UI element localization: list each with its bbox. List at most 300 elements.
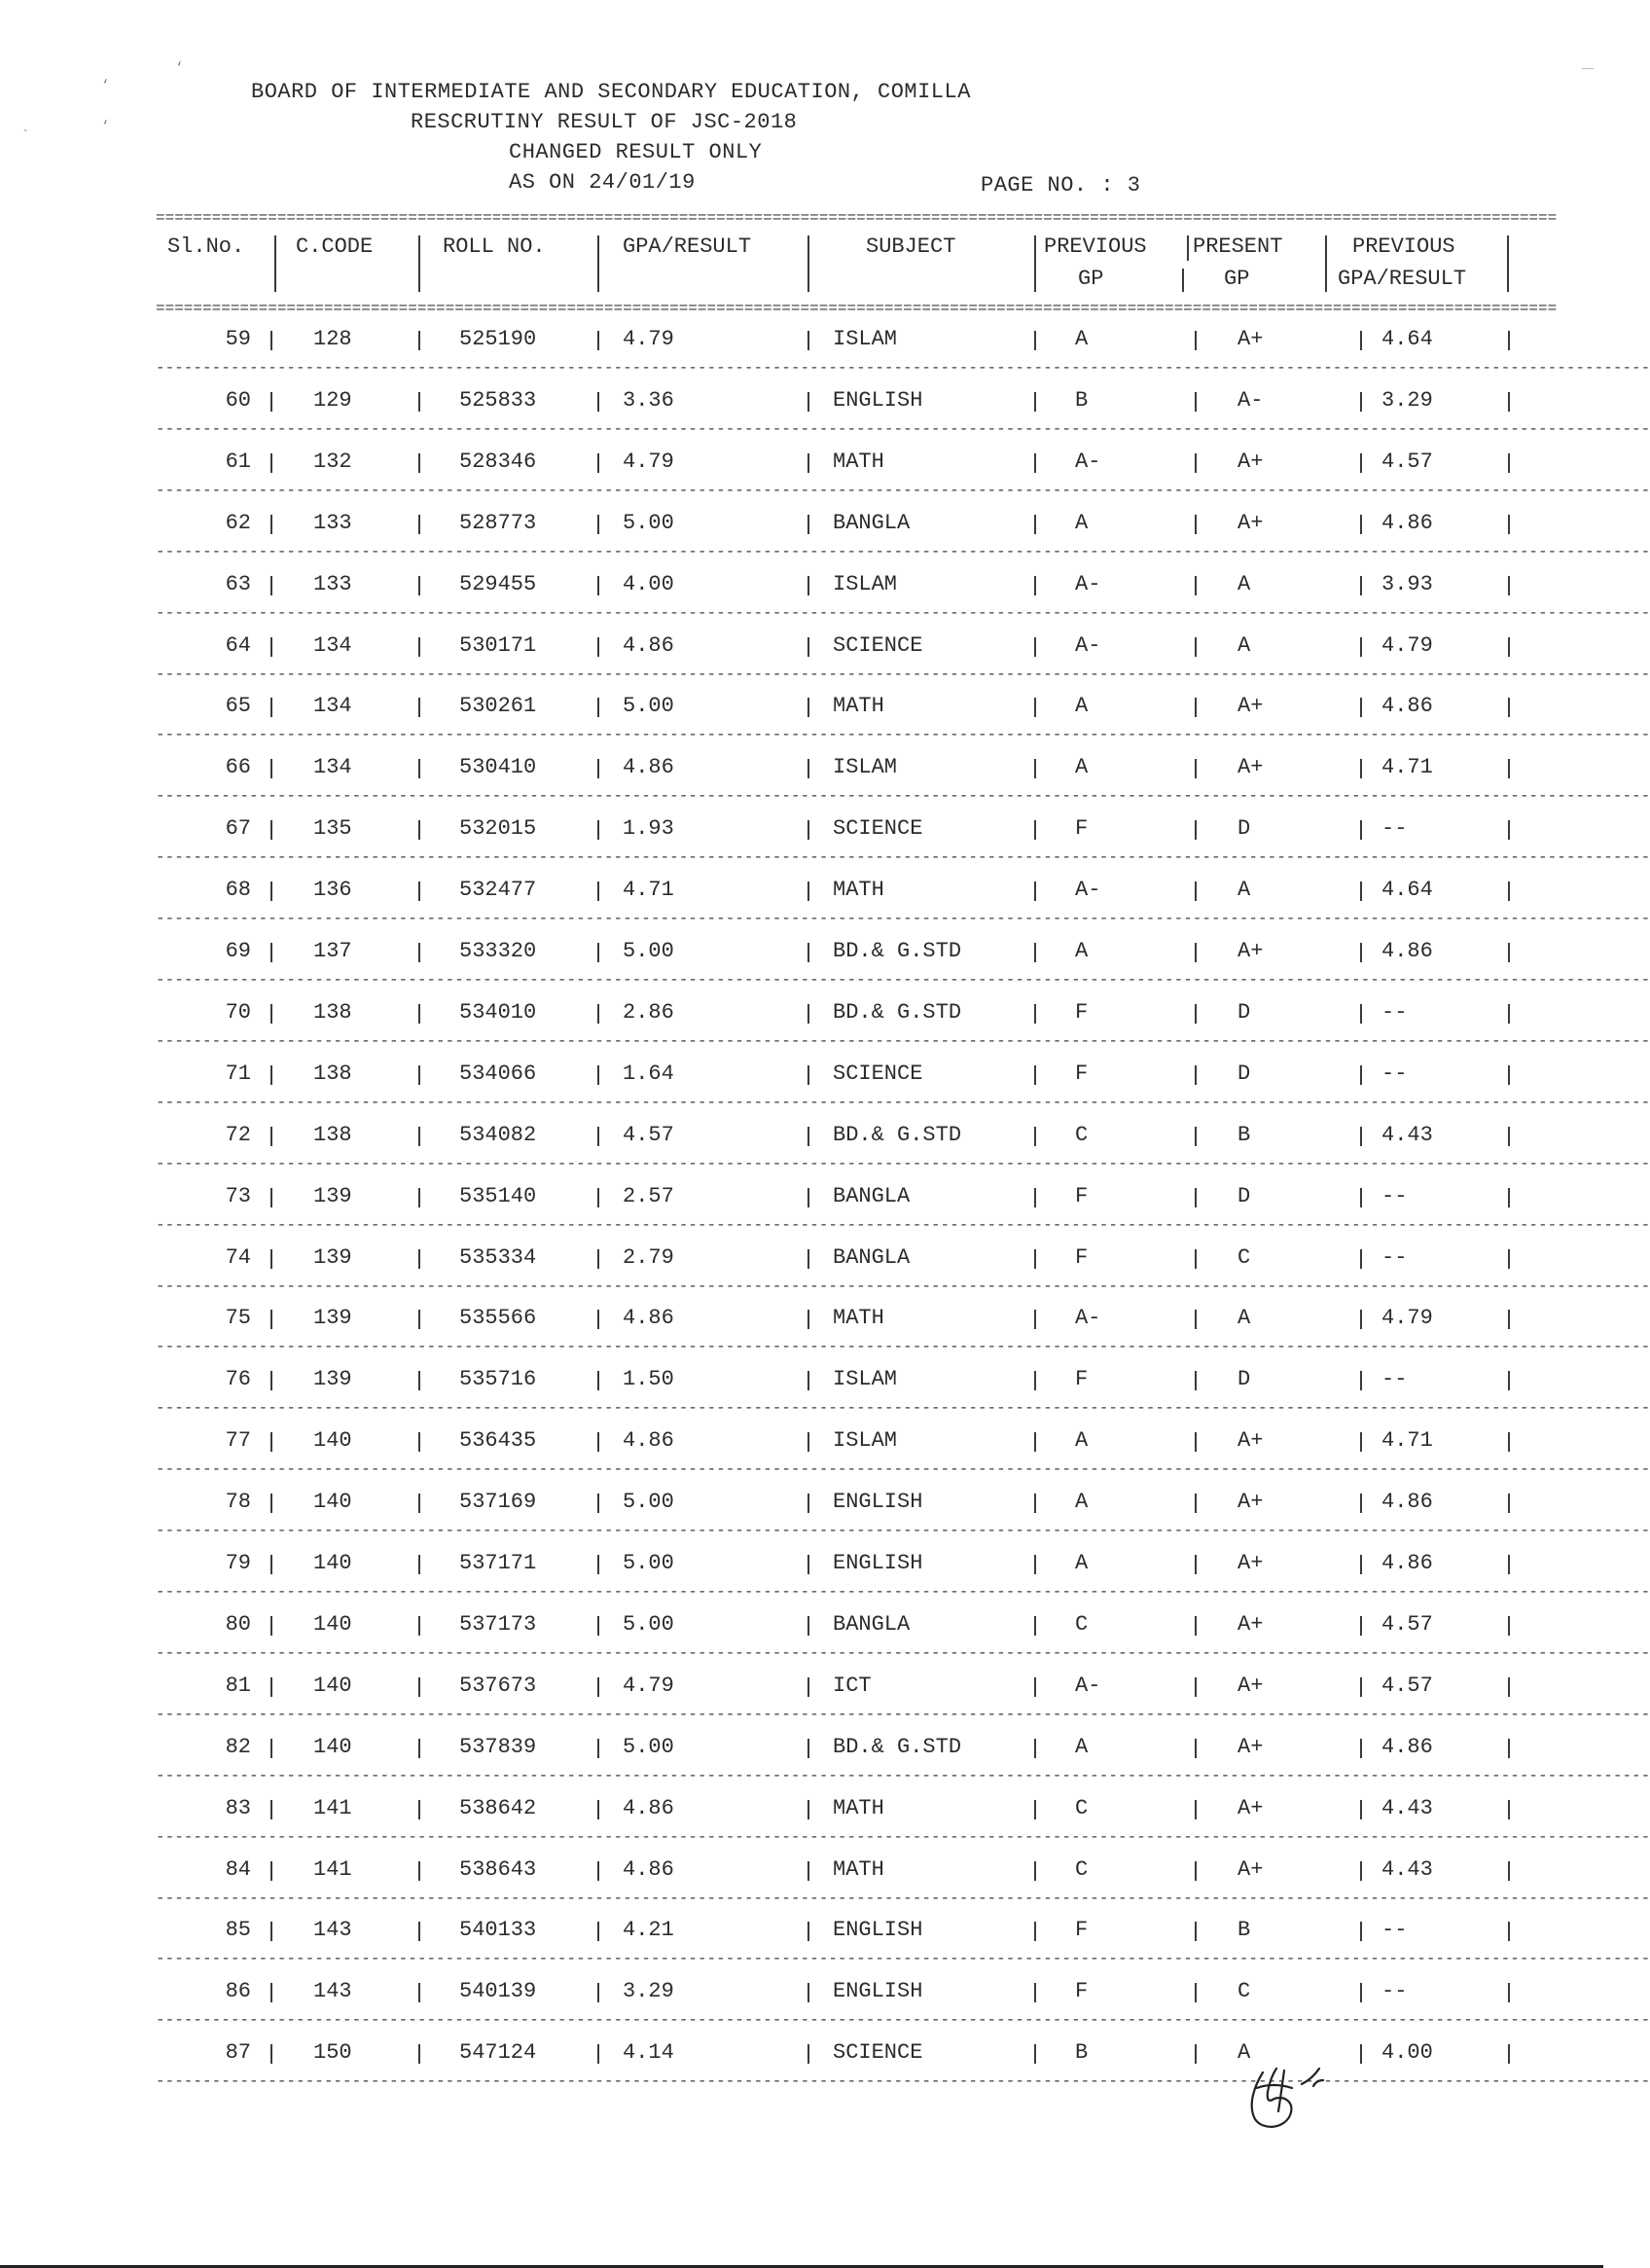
column-separator <box>807 882 809 901</box>
cell-subject: MATH <box>833 1796 884 1820</box>
column-separator <box>807 1555 809 1574</box>
scan-speck: ‘ <box>175 60 184 76</box>
column-separator <box>807 1739 809 1758</box>
column-separator <box>1034 235 1036 292</box>
column-separator <box>807 576 809 595</box>
cell-roll-no: 534082 <box>459 1123 537 1147</box>
cell-present-gp: A+ <box>1238 450 1264 474</box>
column-separator <box>597 453 599 473</box>
column-separator <box>1034 1555 1036 1574</box>
column-separator <box>1034 1065 1036 1085</box>
row-divider: ---------------------------------------------------------------------------------------------------------------------------------------------------------------- <box>156 2072 1650 2090</box>
column-separator <box>1360 1922 1362 1941</box>
column-separator <box>1195 820 1197 840</box>
column-separator <box>1360 1004 1362 1024</box>
cell-previous-gp: C <box>1075 1612 1089 1637</box>
cell-c-code: 134 <box>313 694 352 718</box>
cell-subject: BD.& G.STD <box>833 1123 962 1147</box>
column-separator <box>1325 235 1327 292</box>
column-separator <box>1195 1127 1197 1146</box>
cell-present-gp: A+ <box>1238 511 1264 535</box>
column-separator <box>1195 515 1197 534</box>
row-divider: ---------------------------------------------------------------------------------------------------------------------------------------------------------------- <box>156 1583 1650 1601</box>
cell-roll-no: 530410 <box>459 755 537 779</box>
scan-speck: ` <box>21 128 30 144</box>
cell-previous-gpa-result: 4.71 <box>1381 1428 1433 1453</box>
column-separator <box>807 1188 809 1207</box>
cell-previous-gpa-result: 4.86 <box>1381 1490 1433 1514</box>
page-number: PAGE NO. : 3 <box>981 173 1141 198</box>
column-separator <box>418 1677 420 1697</box>
column-separator <box>1508 1616 1510 1636</box>
column-separator <box>1195 1922 1197 1941</box>
cell-sl-no: 59 <box>225 327 251 351</box>
column-separator <box>1507 235 1509 292</box>
column-separator <box>270 1861 272 1881</box>
cell-sl-no: 87 <box>225 2040 251 2065</box>
report-title: RESCRUTINY RESULT OF JSC-2018 <box>411 110 798 134</box>
column-separator <box>807 820 809 840</box>
cell-roll-no: 530171 <box>459 633 537 658</box>
cell-previous-gp: C <box>1075 1857 1089 1882</box>
row-divider: ---------------------------------------------------------------------------------------------------------------------------------------------------------------- <box>156 1706 1650 1723</box>
column-separator <box>807 1065 809 1085</box>
column-separator <box>1508 943 1510 962</box>
cell-roll-no: 535716 <box>459 1367 537 1391</box>
column-separator <box>597 759 599 778</box>
cell-subject: BD.& G.STD <box>833 1735 962 1759</box>
cell-present-gp: B <box>1238 1918 1251 1942</box>
column-separator <box>1195 1739 1197 1758</box>
cell-previous-gpa-result: 4.86 <box>1381 1551 1433 1575</box>
column-separator <box>1508 637 1510 657</box>
col-header-c-code: C.CODE <box>296 234 374 259</box>
cell-previous-gpa-result: 4.71 <box>1381 755 1433 779</box>
row-divider: ---------------------------------------------------------------------------------------------------------------------------------------------------------------- <box>156 1032 1650 1050</box>
cell-gpa-result: 2.79 <box>623 1245 674 1270</box>
cell-c-code: 139 <box>313 1367 352 1391</box>
column-separator <box>1508 1739 1510 1758</box>
column-separator <box>1034 1432 1036 1452</box>
cell-previous-gpa-result: 4.86 <box>1381 511 1433 535</box>
row-divider: ---------------------------------------------------------------------------------------------------------------------------------------------------------------- <box>156 1155 1650 1172</box>
column-separator <box>1034 1249 1036 1269</box>
column-separator <box>807 943 809 962</box>
cell-previous-gpa-result: 4.86 <box>1381 939 1433 963</box>
cell-sl-no: 80 <box>225 1612 251 1637</box>
cell-sl-no: 72 <box>225 1123 251 1147</box>
column-separator <box>270 1616 272 1636</box>
cell-previous-gp: A- <box>1075 878 1101 902</box>
cell-gpa-result: 4.71 <box>623 878 674 902</box>
column-separator <box>807 637 809 657</box>
column-separator <box>1195 1983 1197 2002</box>
column-separator <box>1360 1249 1362 1269</box>
cell-gpa-result: 5.00 <box>623 1490 674 1514</box>
cell-previous-gp: A <box>1075 939 1089 963</box>
column-separator <box>1508 1065 1510 1085</box>
column-separator <box>418 1310 420 1329</box>
cell-gpa-result: 3.36 <box>623 388 674 413</box>
cell-roll-no: 538642 <box>459 1796 537 1820</box>
cell-roll-no: 535140 <box>459 1184 537 1208</box>
column-separator <box>597 1127 599 1146</box>
column-separator <box>418 235 420 292</box>
cell-gpa-result: 4.86 <box>623 1857 674 1882</box>
row-divider: ---------------------------------------------------------------------------------------------------------------------------------------------------------------- <box>156 971 1650 989</box>
column-separator <box>270 1983 272 2002</box>
cell-sl-no: 62 <box>225 511 251 535</box>
column-separator <box>807 759 809 778</box>
column-separator <box>1195 453 1197 473</box>
column-separator <box>1195 698 1197 717</box>
cell-roll-no: 529455 <box>459 572 537 596</box>
column-separator <box>418 1127 420 1146</box>
cell-gpa-result: 4.21 <box>623 1918 674 1942</box>
column-separator <box>597 1983 599 2002</box>
column-separator <box>418 1004 420 1024</box>
cell-c-code: 128 <box>313 327 352 351</box>
cell-present-gp: D <box>1238 1000 1251 1025</box>
row-divider: ---------------------------------------------------------------------------------------------------------------------------------------------------------------- <box>156 1828 1650 1846</box>
cell-previous-gp: A <box>1075 1735 1089 1759</box>
cell-previous-gp: F <box>1075 1979 1089 2003</box>
cell-sl-no: 69 <box>225 939 251 963</box>
column-separator <box>1034 1616 1036 1636</box>
column-separator <box>1360 1616 1362 1636</box>
column-separator <box>1195 1249 1197 1269</box>
column-separator <box>1360 1983 1362 2002</box>
cell-subject: MATH <box>833 694 884 718</box>
column-separator <box>1508 1922 1510 1941</box>
column-separator <box>1508 1310 1510 1329</box>
row-divider: ---------------------------------------------------------------------------------------------------------------------------------------------------------------- <box>156 1094 1650 1111</box>
cell-c-code: 132 <box>313 450 352 474</box>
cell-sl-no: 83 <box>225 1796 251 1820</box>
column-separator <box>1195 1494 1197 1513</box>
cell-previous-gpa-result: 4.57 <box>1381 450 1433 474</box>
cell-c-code: 139 <box>313 1184 352 1208</box>
cell-gpa-result: 4.86 <box>623 1306 674 1330</box>
cell-subject: MATH <box>833 1857 884 1882</box>
row-divider: ---------------------------------------------------------------------------------------------------------------------------------------------------------------- <box>156 726 1650 743</box>
row-divider: ---------------------------------------------------------------------------------------------------------------------------------------------------------------- <box>156 1460 1650 1478</box>
column-separator <box>1508 1983 1510 2002</box>
row-divider: ---------------------------------------------------------------------------------------------------------------------------------------------------------------- <box>156 1338 1650 1355</box>
column-separator <box>270 1065 272 1085</box>
cell-roll-no: 530261 <box>459 694 537 718</box>
cell-subject: ISLAM <box>833 1428 898 1453</box>
column-separator <box>418 1739 420 1758</box>
cell-sl-no: 66 <box>225 755 251 779</box>
column-separator <box>1508 2044 1510 2064</box>
column-separator <box>418 1555 420 1574</box>
column-separator <box>1360 1310 1362 1329</box>
column-separator <box>1508 576 1510 595</box>
column-separator <box>1034 1371 1036 1390</box>
cell-previous-gp: F <box>1075 1184 1089 1208</box>
cell-gpa-result: 4.00 <box>623 572 674 596</box>
column-separator <box>1360 1188 1362 1207</box>
col-header-present-gp: PRESENT <box>1193 234 1283 259</box>
cell-roll-no: 537673 <box>459 1674 537 1698</box>
column-separator <box>418 1983 420 2002</box>
row-divider: ---------------------------------------------------------------------------------------------------------------------------------------------------------------- <box>156 420 1650 438</box>
row-divider: ---------------------------------------------------------------------------------------------------------------------------------------------------------------- <box>156 1216 1650 1234</box>
row-divider: ---------------------------------------------------------------------------------------------------------------------------------------------------------------- <box>156 666 1650 683</box>
col-header-previous-gp: PREVIOUS <box>1044 234 1147 259</box>
column-separator <box>270 576 272 595</box>
cell-present-gp: A+ <box>1238 1735 1264 1759</box>
column-separator <box>1360 1861 1362 1881</box>
column-separator <box>597 392 599 412</box>
col-header-prev-gpa-result: PREVIOUS <box>1352 234 1455 259</box>
column-separator <box>807 235 809 292</box>
cell-c-code: 141 <box>313 1796 352 1820</box>
cell-present-gp: A+ <box>1238 1796 1264 1820</box>
column-separator <box>1360 637 1362 657</box>
cell-roll-no: 537173 <box>459 1612 537 1637</box>
cell-previous-gp: B <box>1075 388 1089 413</box>
column-separator <box>1508 820 1510 840</box>
row-divider: ---------------------------------------------------------------------------------------------------------------------------------------------------------------- <box>156 543 1650 560</box>
column-separator <box>1034 1310 1036 1329</box>
column-separator <box>1360 1127 1362 1146</box>
column-separator <box>1195 1004 1197 1024</box>
cell-roll-no: 537171 <box>459 1551 537 1575</box>
cell-present-gp: A+ <box>1238 1857 1264 1882</box>
column-separator <box>597 1371 599 1390</box>
report-date: AS ON 24/01/19 <box>509 170 696 195</box>
column-separator <box>1034 698 1036 717</box>
column-separator <box>1034 637 1036 657</box>
column-separator <box>1360 331 1362 350</box>
row-divider: ---------------------------------------------------------------------------------------------------------------------------------------------------------------- <box>156 1278 1650 1295</box>
column-separator <box>1195 1432 1197 1452</box>
column-separator <box>807 1616 809 1636</box>
column-separator <box>1360 1739 1362 1758</box>
cell-previous-gp: A <box>1075 694 1089 718</box>
cell-roll-no: 540133 <box>459 1918 537 1942</box>
cell-subject: SCIENCE <box>833 1062 923 1086</box>
column-separator <box>597 1800 599 1819</box>
column-separator <box>1360 943 1362 962</box>
column-separator <box>597 331 599 350</box>
column-separator <box>597 1739 599 1758</box>
cell-previous-gp: A- <box>1075 1306 1101 1330</box>
cell-c-code: 143 <box>313 1918 352 1942</box>
cell-roll-no: 528773 <box>459 511 537 535</box>
column-separator <box>270 943 272 962</box>
cell-roll-no: 532015 <box>459 816 537 841</box>
cell-roll-no: 540139 <box>459 1979 537 2003</box>
cell-present-gp: A+ <box>1238 755 1264 779</box>
column-separator <box>597 1065 599 1085</box>
cell-previous-gp: A <box>1075 327 1089 351</box>
row-divider: ---------------------------------------------------------------------------------------------------------------------------------------------------------------- <box>156 787 1650 805</box>
cell-previous-gp: B <box>1075 2040 1089 2065</box>
column-separator <box>597 1249 599 1269</box>
cell-sl-no: 64 <box>225 633 251 658</box>
row-divider: ---------------------------------------------------------------------------------------------------------------------------------------------------------------- <box>156 1644 1650 1662</box>
cell-roll-no: 537839 <box>459 1735 537 1759</box>
column-separator <box>1034 1004 1036 1024</box>
cell-present-gp: D <box>1238 1062 1251 1086</box>
cell-roll-no: 538643 <box>459 1857 537 1882</box>
cell-previous-gp: A- <box>1075 572 1101 596</box>
cell-sl-no: 70 <box>225 1000 251 1025</box>
cell-previous-gpa-result: 4.64 <box>1381 327 1433 351</box>
row-divider: ---------------------------------------------------------------------------------------------------------------------------------------------------------------- <box>156 1522 1650 1539</box>
cell-subject: ISLAM <box>833 755 898 779</box>
column-separator <box>807 698 809 717</box>
cell-c-code: 150 <box>313 2040 352 2065</box>
cell-sl-no: 63 <box>225 572 251 596</box>
column-separator <box>1360 1432 1362 1452</box>
column-separator <box>418 576 420 595</box>
double-rule-header-bottom: ====================================================================================================================================================== <box>156 300 1558 317</box>
cell-subject: ISLAM <box>833 572 898 596</box>
cell-previous-gp: A <box>1075 511 1089 535</box>
cell-c-code: 138 <box>313 1123 352 1147</box>
cell-c-code: 141 <box>313 1857 352 1882</box>
column-separator <box>270 2044 272 2064</box>
cell-subject: ISLAM <box>833 1367 898 1391</box>
column-separator <box>1360 698 1362 717</box>
column-separator <box>270 1188 272 1207</box>
column-separator <box>1195 1188 1197 1207</box>
cell-previous-gpa-result: -- <box>1381 1062 1408 1086</box>
column-separator <box>1034 1861 1036 1881</box>
column-separator <box>597 1310 599 1329</box>
cell-subject: BANGLA <box>833 1612 911 1637</box>
cell-present-gp: A <box>1238 1306 1251 1330</box>
column-separator <box>270 1677 272 1697</box>
column-separator <box>1195 637 1197 657</box>
cell-subject: ENGLISH <box>833 388 923 413</box>
cell-present-gp: A+ <box>1238 1490 1264 1514</box>
column-separator <box>807 331 809 350</box>
column-separator <box>1034 943 1036 962</box>
cell-previous-gp: A <box>1075 1551 1089 1575</box>
cell-roll-no: 525833 <box>459 388 537 413</box>
cell-previous-gp: A <box>1075 1428 1089 1453</box>
cell-gpa-result: 5.00 <box>623 694 674 718</box>
board-title: BOARD OF INTERMEDIATE AND SECONDARY EDUCATION, COMILLA <box>251 80 971 104</box>
cell-c-code: 138 <box>313 1062 352 1086</box>
column-separator <box>597 1555 599 1574</box>
cell-previous-gpa-result: 3.93 <box>1381 572 1433 596</box>
cell-gpa-result: 4.86 <box>623 1796 674 1820</box>
column-separator <box>1195 392 1197 412</box>
row-divider: ---------------------------------------------------------------------------------------------------------------------------------------------------------------- <box>156 2011 1650 2029</box>
cell-gpa-result: 4.86 <box>623 633 674 658</box>
cell-gpa-result: 5.00 <box>623 511 674 535</box>
cell-gpa-result: 4.14 <box>623 2040 674 2065</box>
cell-sl-no: 60 <box>225 388 251 413</box>
column-separator <box>1195 576 1197 595</box>
cell-sl-no: 68 <box>225 878 251 902</box>
cell-c-code: 133 <box>313 572 352 596</box>
cell-sl-no: 86 <box>225 1979 251 2003</box>
cell-c-code: 133 <box>313 511 352 535</box>
row-divider: ---------------------------------------------------------------------------------------------------------------------------------------------------------------- <box>156 359 1650 377</box>
column-separator <box>597 1922 599 1941</box>
cell-previous-gp: A- <box>1075 450 1101 474</box>
column-separator <box>807 1371 809 1390</box>
cell-c-code: 143 <box>313 1979 352 2003</box>
column-separator <box>270 1004 272 1024</box>
column-separator <box>597 576 599 595</box>
column-separator <box>1360 1371 1362 1390</box>
column-separator <box>807 1861 809 1881</box>
column-separator <box>418 943 420 962</box>
column-separator <box>1034 1739 1036 1758</box>
column-separator <box>807 1249 809 1269</box>
column-separator <box>597 1616 599 1636</box>
column-separator <box>807 1677 809 1697</box>
cell-previous-gpa-result: 4.86 <box>1381 1735 1433 1759</box>
cell-subject: ICT <box>833 1674 872 1698</box>
column-separator <box>418 1249 420 1269</box>
column-separator <box>597 2044 599 2064</box>
cell-gpa-result: 4.79 <box>623 450 674 474</box>
column-separator <box>1508 1004 1510 1024</box>
column-separator <box>1508 1555 1510 1574</box>
cell-gpa-result: 1.50 <box>623 1367 674 1391</box>
row-divider: ---------------------------------------------------------------------------------------------------------------------------------------------------------------- <box>156 1399 1650 1417</box>
column-separator <box>1195 1861 1197 1881</box>
cell-previous-gpa-result: 4.43 <box>1381 1857 1433 1882</box>
column-separator <box>1195 331 1197 350</box>
cell-present-gp: D <box>1238 1367 1251 1391</box>
column-separator <box>1508 392 1510 412</box>
cell-gpa-result: 2.86 <box>623 1000 674 1025</box>
column-separator <box>270 1922 272 1941</box>
cell-roll-no: 525190 <box>459 327 537 351</box>
cell-roll-no: 532477 <box>459 878 537 902</box>
double-rule-top: ====================================================================================================================================================== <box>156 209 1558 227</box>
column-separator <box>418 820 420 840</box>
column-separator <box>1508 1800 1510 1819</box>
column-separator <box>1360 576 1362 595</box>
column-separator <box>1034 392 1036 412</box>
cell-gpa-result: 4.57 <box>623 1123 674 1147</box>
column-separator <box>418 515 420 534</box>
cell-roll-no: 535334 <box>459 1245 537 1270</box>
cell-previous-gp: F <box>1075 1000 1089 1025</box>
column-separator <box>1360 1065 1362 1085</box>
row-divider: ---------------------------------------------------------------------------------------------------------------------------------------------------------------- <box>156 848 1650 866</box>
scan-speck: ‘ <box>101 119 110 134</box>
cell-roll-no: 547124 <box>459 2040 537 2065</box>
column-separator <box>807 1310 809 1329</box>
column-separator <box>1034 2044 1036 2064</box>
cell-sl-no: 78 <box>225 1490 251 1514</box>
cell-present-gp: A- <box>1238 388 1264 413</box>
cell-gpa-result: 1.93 <box>623 816 674 841</box>
cell-previous-gpa-result: -- <box>1381 1979 1408 2003</box>
column-separator <box>270 392 272 412</box>
column-separator <box>1508 1432 1510 1452</box>
column-separator <box>1034 515 1036 534</box>
column-separator <box>1195 882 1197 901</box>
column-separator <box>597 1432 599 1452</box>
cell-sl-no: 84 <box>225 1857 251 1882</box>
cell-subject: ENGLISH <box>833 1918 923 1942</box>
cell-previous-gpa-result: -- <box>1381 1000 1408 1025</box>
column-separator <box>1508 1188 1510 1207</box>
